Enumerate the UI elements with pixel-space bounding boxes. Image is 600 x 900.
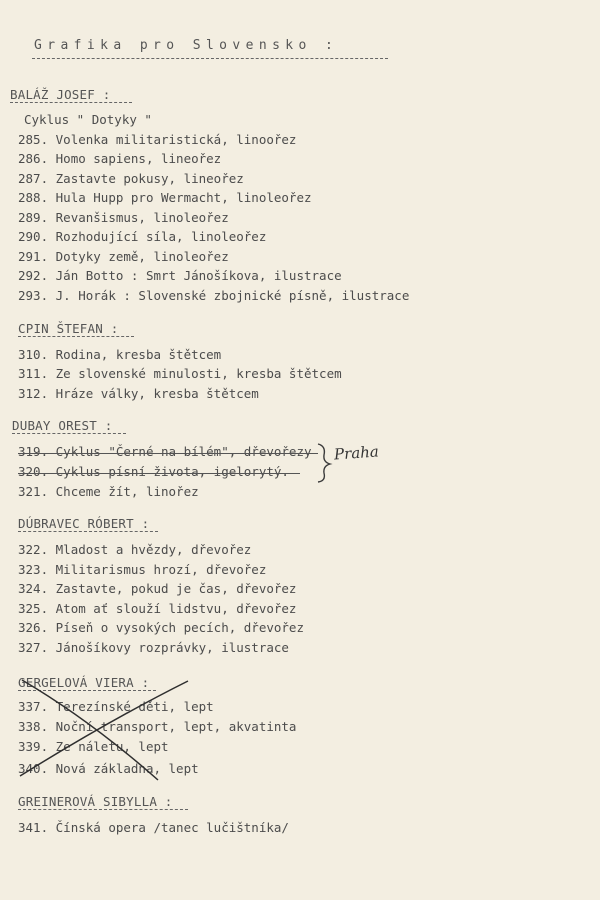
item-number: 320. <box>18 464 49 479</box>
list-item-struck <box>18 444 312 459</box>
list-item <box>18 347 221 362</box>
author-underline <box>18 336 134 337</box>
item-number: 341. <box>18 820 49 835</box>
item-text: J. Horák : Slovenské zbojnické písně, ilustrace <box>55 288 410 303</box>
list-item <box>18 719 296 734</box>
item-text: Ze náletu, lept <box>55 739 169 754</box>
item-text: Jánošíkovy rozprávky, ilustrace <box>55 640 289 655</box>
item-text: Čínská opera /tanec lučištníka/ <box>55 820 289 835</box>
item-number: 310. <box>18 347 49 362</box>
section-author: DÚBRAVEC RÓBERT : <box>18 516 150 531</box>
list-item <box>18 210 229 225</box>
item-text: Rodina, kresba štětcem <box>55 347 222 362</box>
list-item <box>18 542 251 557</box>
item-text: Cyklus "Černé na bílém", dřevořezy <box>55 444 312 459</box>
item-text: Rozhodující síla, linoleořez <box>55 229 267 244</box>
list-item <box>18 699 214 714</box>
list-item <box>18 620 304 635</box>
item-text: Chceme žít, linořez <box>55 484 199 499</box>
margin-note: Praha <box>333 442 380 464</box>
list-item <box>18 151 221 166</box>
item-number: 287. <box>18 171 49 186</box>
item-text: Mladost a hvězdy, dřevořez <box>55 542 252 557</box>
title-underline <box>32 58 388 59</box>
item-number: 291. <box>18 249 49 264</box>
item-number: 288. <box>18 190 49 205</box>
author-underline <box>18 531 158 532</box>
item-text: Hráze války, kresba štětcem <box>55 386 259 401</box>
item-text: Terezínské děti, lept <box>55 699 214 714</box>
list-item <box>18 229 266 244</box>
list-item <box>18 386 259 401</box>
list-item <box>18 484 199 499</box>
list-item <box>18 268 342 283</box>
author-underline <box>12 433 126 434</box>
author-underline <box>10 102 132 103</box>
list-item <box>18 249 229 264</box>
item-text: Zastavte, pokud je čas, dřevořez <box>55 581 297 596</box>
item-number: 338. <box>18 719 49 734</box>
section-author: CPIN ŠTEFAN : <box>18 321 119 336</box>
item-number: 293. <box>18 288 49 303</box>
item-number: 326. <box>18 620 49 635</box>
item-number: 323. <box>18 562 49 577</box>
item-number: 324. <box>18 581 49 596</box>
list-item <box>18 288 409 303</box>
item-text: Dotyky země, linoleořez <box>55 249 229 264</box>
item-text: Homo sapiens, lineořez <box>55 151 222 166</box>
list-item <box>18 739 169 754</box>
cycle-subtitle: Cyklus " Dotyky " <box>24 112 152 127</box>
author-underline <box>18 690 156 691</box>
section-author: GERGELOVÁ VIERA : <box>18 675 150 690</box>
item-number: 290. <box>18 229 49 244</box>
item-text: Revanšismus, linoleořez <box>55 210 229 225</box>
item-number: 322. <box>18 542 49 557</box>
item-number: 325. <box>18 601 49 616</box>
item-text: Noční transport, lept, akvatinta <box>55 719 297 734</box>
list-item <box>18 601 296 616</box>
item-text: Píseň o vysokých pecích, dřevořez <box>55 620 304 635</box>
list-item <box>18 581 296 596</box>
section-author: DUBAY OREST : <box>12 418 113 433</box>
item-number: 337. <box>18 699 49 714</box>
item-text: Nová základna, lept <box>55 761 199 776</box>
item-number: 286. <box>18 151 49 166</box>
item-text: Hula Hupp pro Wermacht, linoleořez <box>55 190 312 205</box>
section-author: BALÁŽ JOSEF : <box>10 87 111 102</box>
item-number: 312. <box>18 386 49 401</box>
list-item <box>18 366 342 381</box>
item-text: Ján Botto : Smrt Jánošíkova, ilustrace <box>55 268 342 283</box>
strikethrough-line <box>18 453 318 454</box>
list-item <box>18 640 289 655</box>
item-number: 340. <box>18 761 49 776</box>
item-text: Volenka militaristická, linoořez <box>55 132 297 147</box>
item-number: 311. <box>18 366 49 381</box>
list-item <box>18 820 289 835</box>
item-text: Atom ať slouží lidstvu, dřevořez <box>55 601 297 616</box>
section-author: GREINEROVÁ SIBYLLA : <box>18 794 173 809</box>
list-item-struck <box>18 464 289 479</box>
strikethrough-line <box>18 473 300 474</box>
list-item <box>18 171 244 186</box>
item-number: 339. <box>18 739 49 754</box>
item-text: Militarismus hrozí, dřevořez <box>55 562 267 577</box>
list-item <box>18 132 296 147</box>
list-item <box>18 562 266 577</box>
item-text: Cyklus písní života, igelorytý. <box>55 464 289 479</box>
item-text: Zastavte pokusy, lineořez <box>55 171 244 186</box>
list-item <box>18 190 312 205</box>
item-number: 319. <box>18 444 49 459</box>
list-item <box>18 761 199 776</box>
item-number: 321. <box>18 484 49 499</box>
author-underline <box>18 809 188 810</box>
item-number: 292. <box>18 268 49 283</box>
item-number: 327. <box>18 640 49 655</box>
item-text: Ze slovenské minulosti, kresba štětcem <box>55 366 342 381</box>
page-title: Grafika pro Slovensko : <box>34 38 339 53</box>
item-number: 289. <box>18 210 49 225</box>
item-number: 285. <box>18 132 49 147</box>
